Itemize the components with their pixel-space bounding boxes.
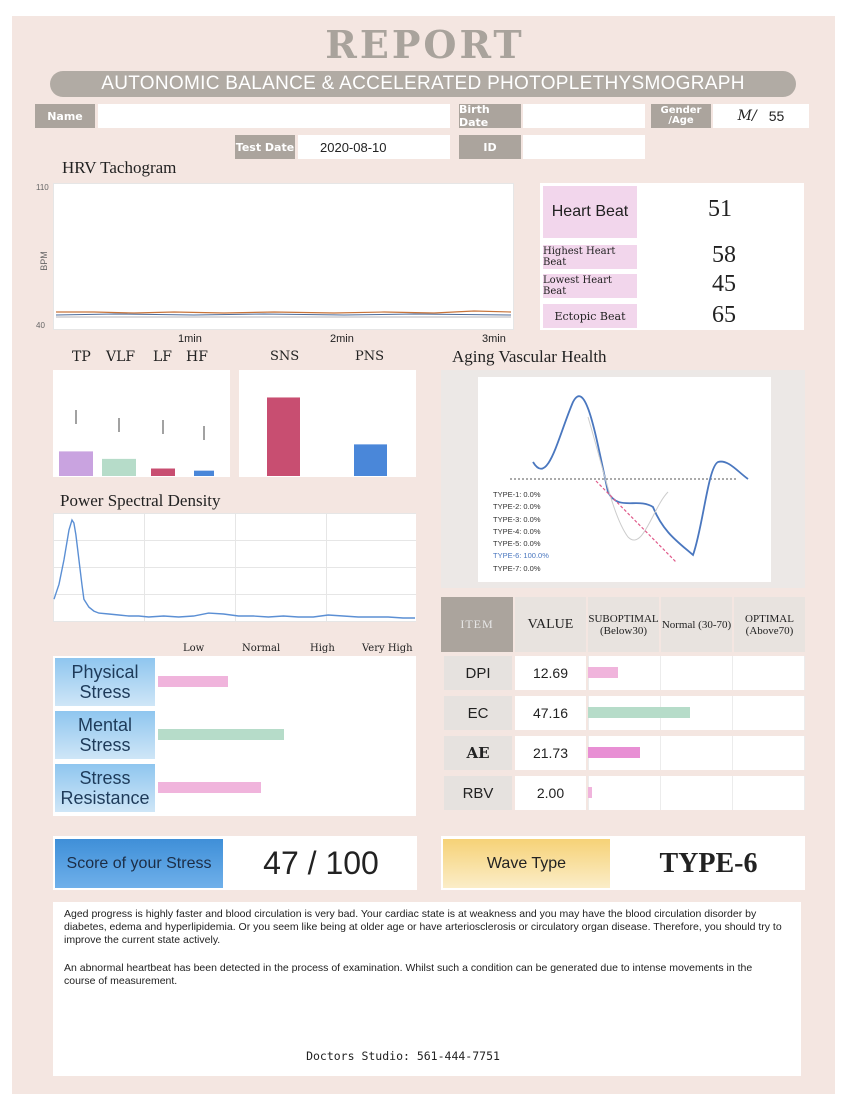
gender-age-label: Gender /Age xyxy=(651,104,711,128)
birth-date-label: Birth Date xyxy=(459,104,521,128)
physical-stress-bar xyxy=(158,676,228,687)
table-row-dpi-value: 12.69 xyxy=(515,656,586,690)
table-row-rbv-bar-track xyxy=(588,776,805,810)
table-header-suboptimal: SUBOPTIMAL (Below30) xyxy=(588,597,659,652)
table-header-item: ITEM xyxy=(441,597,513,652)
wave-type-value: TYPE-6 xyxy=(659,847,758,879)
aging-type-5: TYPE-5: 0.0% xyxy=(493,539,541,549)
aging-type-7: TYPE-7: 0.0% xyxy=(493,563,541,573)
summary-box xyxy=(53,902,801,1076)
pns-bar xyxy=(354,444,387,476)
heart-beat-value: 51 xyxy=(708,196,732,222)
sns-pns-chart xyxy=(239,370,416,477)
report-title: REPORT xyxy=(325,22,525,67)
band-label-vlf: VLF xyxy=(106,349,136,365)
table-row-dpi-bar xyxy=(588,667,618,678)
sns-bar xyxy=(267,397,300,476)
tachogram-ymax: 110 xyxy=(36,183,49,192)
stress-scale-high: High xyxy=(310,643,335,654)
table-row-rbv-label: RBV xyxy=(444,776,512,810)
lowest-heart-beat-label: Lowest Heart Beat xyxy=(543,274,637,298)
aging-title: Aging Vascular Health xyxy=(452,347,607,366)
stress-scale-very-high: Very High xyxy=(362,643,413,654)
mental-stress-label: Mental Stress xyxy=(55,711,155,759)
age-value: 55 xyxy=(768,108,785,124)
highest-heart-beat-label: Highest Heart Beat xyxy=(543,245,637,269)
band-bar-hf xyxy=(194,471,214,476)
band-bar-lf xyxy=(151,469,175,476)
summary-paragraph-1: Aged progress is highly faster and blood circulation is very bad. Your cardiac state is at weakness and you may have the blood circulation disorder by diabetes, edema and hyperlipidemia. Or you seem like being at older age or have arteriosclerosis or circulatory organ disease. Therefore, you should try to improve the current state actively. xyxy=(64,908,782,946)
band-label-hf: HF xyxy=(186,349,208,365)
tachogram-panel xyxy=(53,183,514,330)
wave-type-label: Wave Type xyxy=(443,839,610,888)
pns-label: PNS xyxy=(355,349,385,364)
table-row-ec-label: EC xyxy=(444,696,512,730)
highest-heart-beat-value: 58 xyxy=(712,242,736,268)
lowest-heart-beat-value: 45 xyxy=(712,271,736,297)
sns-pns-panel xyxy=(239,370,416,477)
table-header-value: VALUE xyxy=(515,597,586,652)
tachogram-line-hr xyxy=(56,311,511,313)
tachogram-xtick-2: 2min xyxy=(330,333,354,345)
stress-score-label: Score of your Stress xyxy=(55,839,223,888)
table-row-ae-bar-track xyxy=(588,736,805,770)
summary-paragraph-2: An abnormal heartbeat has been detected in the process of examination. Whilst such a condition can be generated due to intense movements in the course of measurement. xyxy=(64,962,753,987)
table-row-dpi-label: DPI xyxy=(444,656,512,690)
aging-type-2: TYPE-2: 0.0% xyxy=(493,502,541,512)
gender-age-field xyxy=(713,104,809,128)
stress-bars-area xyxy=(158,658,416,814)
id-field xyxy=(523,135,645,159)
ectopic-beat-value: 65 xyxy=(712,302,736,328)
tachogram-xtick-3: 3min xyxy=(482,333,506,345)
report-subtitle-banner: AUTONOMIC BALANCE & ACCELERATED PHOTOPLETHYSMOGRAPH xyxy=(50,71,796,97)
table-row-dpi-bar-track xyxy=(588,656,805,690)
stress-score-value: 47 / 100 xyxy=(263,844,379,881)
tachogram-ylabel: BPM xyxy=(38,251,49,271)
aging-type-3: TYPE-3: 0.0% xyxy=(493,514,541,524)
tachogram-title: HRV Tachogram xyxy=(62,158,177,177)
physical-stress-label: Physical Stress xyxy=(55,658,155,706)
psd-line xyxy=(54,520,415,618)
band-label-tp: TP xyxy=(72,349,91,365)
metrics-table xyxy=(441,597,805,817)
heart-beat-label: Heart Beat xyxy=(543,186,637,238)
table-row-rbv-bar xyxy=(588,787,592,798)
gender-value: M/ xyxy=(737,108,757,124)
aging-wave-line xyxy=(533,396,748,555)
table-row-ae-bar xyxy=(588,747,640,758)
stress-resistance-label: Stress Resistance xyxy=(55,764,155,812)
stress-scale-low: Low xyxy=(183,643,205,654)
test-date-field: 2020-08-10 xyxy=(298,135,450,159)
name-label: Name xyxy=(35,104,95,128)
aging-type-4: TYPE-4: 0.0% xyxy=(493,526,541,536)
psd-chart xyxy=(53,513,416,622)
table-row-ec-bar-track xyxy=(588,696,805,730)
id-label: ID xyxy=(459,135,521,159)
table-header-normal: Normal (30-70) xyxy=(661,597,732,652)
table-row-ec-bar xyxy=(588,707,690,718)
tachogram-line-rr xyxy=(56,314,511,315)
test-date-label: Test Date xyxy=(235,135,295,159)
aging-type-1: TYPE-1: 0.0% xyxy=(493,490,541,499)
table-row-ae-value: 21.73 xyxy=(515,736,586,770)
hrv-band-chart xyxy=(53,370,230,477)
footer-contact: Doctors Studio: 561-444-7751 xyxy=(306,1049,500,1063)
aging-panel xyxy=(441,370,805,588)
stress-scale-normal: Normal xyxy=(242,643,281,654)
band-label-lf: LF xyxy=(153,349,173,365)
sns-label: SNS xyxy=(270,349,300,364)
band-bar-vlf xyxy=(102,459,136,476)
table-row-rbv-value: 2.00 xyxy=(515,776,586,810)
aging-type-list xyxy=(493,489,549,575)
hrv-band-panel xyxy=(53,370,230,477)
ectopic-beat-label: Ectopic Beat xyxy=(543,304,637,328)
table-header-optimal: OPTIMAL (Above70) xyxy=(734,597,805,652)
birth-date-field xyxy=(523,104,645,128)
psd-panel xyxy=(53,513,416,622)
aging-type-6: TYPE-6: 100.0% xyxy=(493,551,549,561)
tachogram-ymin: 40 xyxy=(36,321,45,330)
table-row-ec-value: 47.16 xyxy=(515,696,586,730)
tachogram-xtick-1: 1min xyxy=(178,333,202,345)
tachogram-plot xyxy=(54,184,513,329)
stress-resistance-bar xyxy=(158,782,261,793)
aging-slope-line xyxy=(596,481,676,562)
psd-title: Power Spectral Density xyxy=(60,491,221,510)
band-bar-tp xyxy=(59,451,93,476)
table-row-ae-label: AE xyxy=(444,736,512,770)
name-field xyxy=(98,104,450,128)
mental-stress-bar xyxy=(158,729,284,740)
